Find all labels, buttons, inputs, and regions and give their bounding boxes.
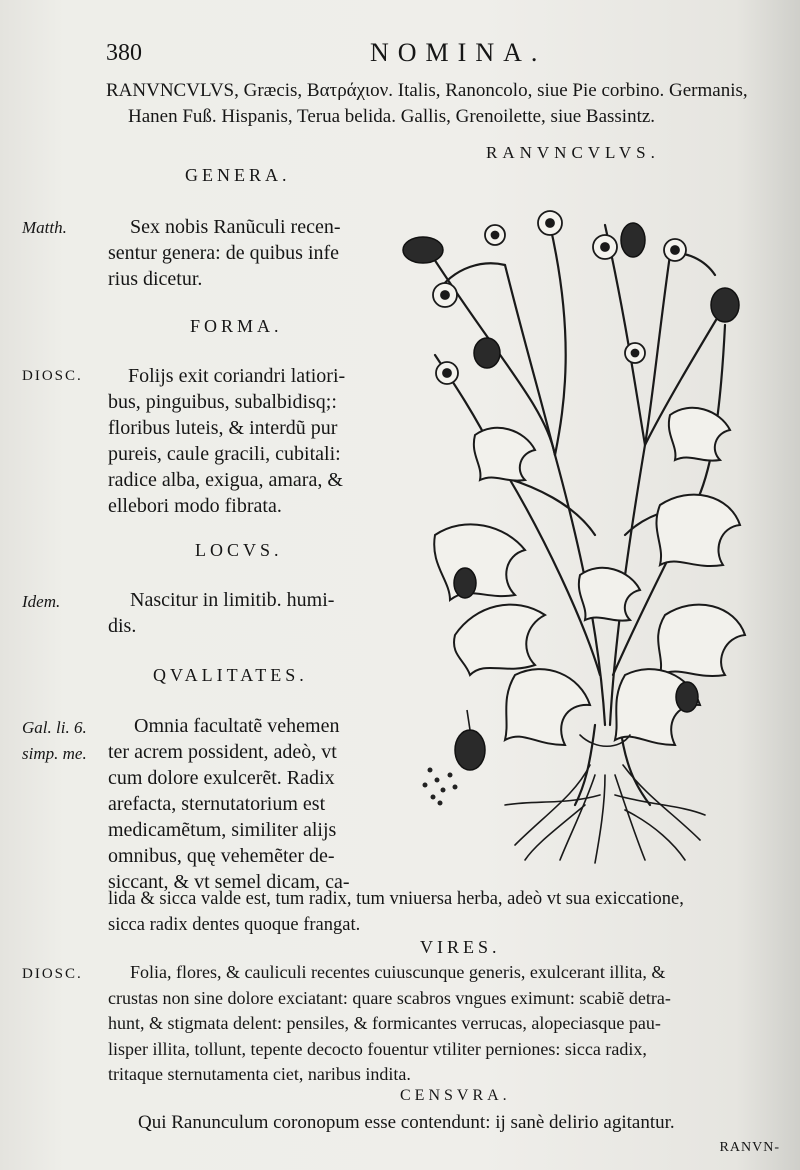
margin-note-diosc: DIOSC. — [22, 368, 83, 384]
heading-forma: FORMA. — [190, 316, 283, 336]
names-line-1: RANVNCVLVS, Græcis, Βατράχιον. Italis, Ranoncolo, siue Pie corbino. Germanis, — [106, 80, 748, 101]
text-line: sentur genera: de quibus infe — [108, 242, 340, 264]
text-line: Sex nobis Ranũculi recen- — [130, 216, 341, 238]
text-line: rius dicetur. — [108, 268, 203, 290]
locus-text — [108, 587, 334, 639]
heading-genera: GENERA. — [185, 165, 291, 185]
vires-text — [108, 960, 671, 1088]
margin-note-simp: simp. me. — [22, 744, 87, 763]
text-line: Omnia facultatẽ vehemen — [134, 715, 340, 737]
text-line: ellebori modo fibrata. — [108, 495, 282, 517]
text-line: hunt, & stigmata delent: pensiles, & formicantes verrucas, alopeciasque pau- — [108, 1013, 661, 1033]
margin-note-diosc-2: DIOSC. — [22, 966, 83, 982]
heading-locus: LOCVS. — [195, 540, 283, 560]
text-line: siccant, & vt semel dicam, ca- — [108, 871, 350, 893]
text-line: Folijs exit coriandri latiori- — [128, 365, 346, 387]
text-line: Nascitur in limitib. humi- — [130, 589, 335, 611]
catchword: RANVN- — [719, 1140, 780, 1155]
text-line: cum dolore exulcerẽt. Radix — [108, 767, 335, 789]
forma-text — [108, 363, 345, 519]
text-line: pureis, caule gracili, cubitali: — [108, 443, 341, 465]
genera-text — [108, 214, 341, 292]
text-line: lida & sicca valde est, tum radix, tum vniuersa herba, adeò vt sua exiccatione, — [108, 889, 684, 909]
text-line: medicamẽtum, similiter alijs — [108, 819, 337, 841]
censura-text — [138, 1110, 675, 1136]
qualitates-full-text — [108, 887, 684, 938]
text-line: omnibus, quę vehemẽter de- — [108, 845, 335, 867]
heading-vires: VIRES. — [420, 937, 501, 957]
heading-qualitates: QVALITATES. — [153, 665, 308, 685]
margin-note-galen: Gal. li. 6. — [22, 718, 87, 737]
text-line: tritaque sternutamenta ciet, naribus indita. — [108, 1064, 411, 1084]
margin-note-matth: Matth. — [22, 218, 67, 237]
ranunculus-woodcut-illustration — [395, 205, 750, 865]
figure-caption: RANVNCVLVS. — [486, 143, 660, 162]
text-line: sicca radix dentes quoque frangat. — [108, 914, 361, 935]
text-line: Folia, flores, & cauliculi recentes cuiuscunque generis, exulcerant illita, & — [130, 962, 666, 982]
text-line: crustas non sine dolore exciatant: quare scabros vngues eximunt: scabiẽ detra- — [108, 987, 671, 1008]
text-line: bus, pinguibus, subalbidisq;: — [108, 391, 337, 413]
page-number: 380 — [106, 40, 142, 66]
margin-note-idem: Idem. — [22, 592, 61, 611]
qualitates-text — [108, 713, 350, 895]
text-line: arefacta, sternutatorium est — [108, 793, 326, 815]
heading-censura: CENSVRA. — [400, 1087, 511, 1104]
names-line-2: Hanen Fuß. Hispanis, Terua belida. Gallis, Grenoilette, siue Bassintz. — [128, 106, 656, 127]
text-line: Qui Ranunculum coronopum esse contendunt: ij sanè delirio agitantur. — [138, 1112, 675, 1133]
running-title: NOMINA. — [370, 38, 547, 67]
text-line: floribus luteis, & interdũ pur — [108, 417, 338, 439]
text-line: dis. — [108, 615, 137, 637]
text-line: radice alba, exigua, amara, & — [108, 469, 343, 491]
names-block — [106, 78, 748, 130]
text-line: ter acrem possident, adeò, vt — [108, 741, 337, 763]
text-line: lisper illita, tollunt, tepente decocto fouentur vtiliter perniones: sicca radix, — [108, 1038, 647, 1059]
